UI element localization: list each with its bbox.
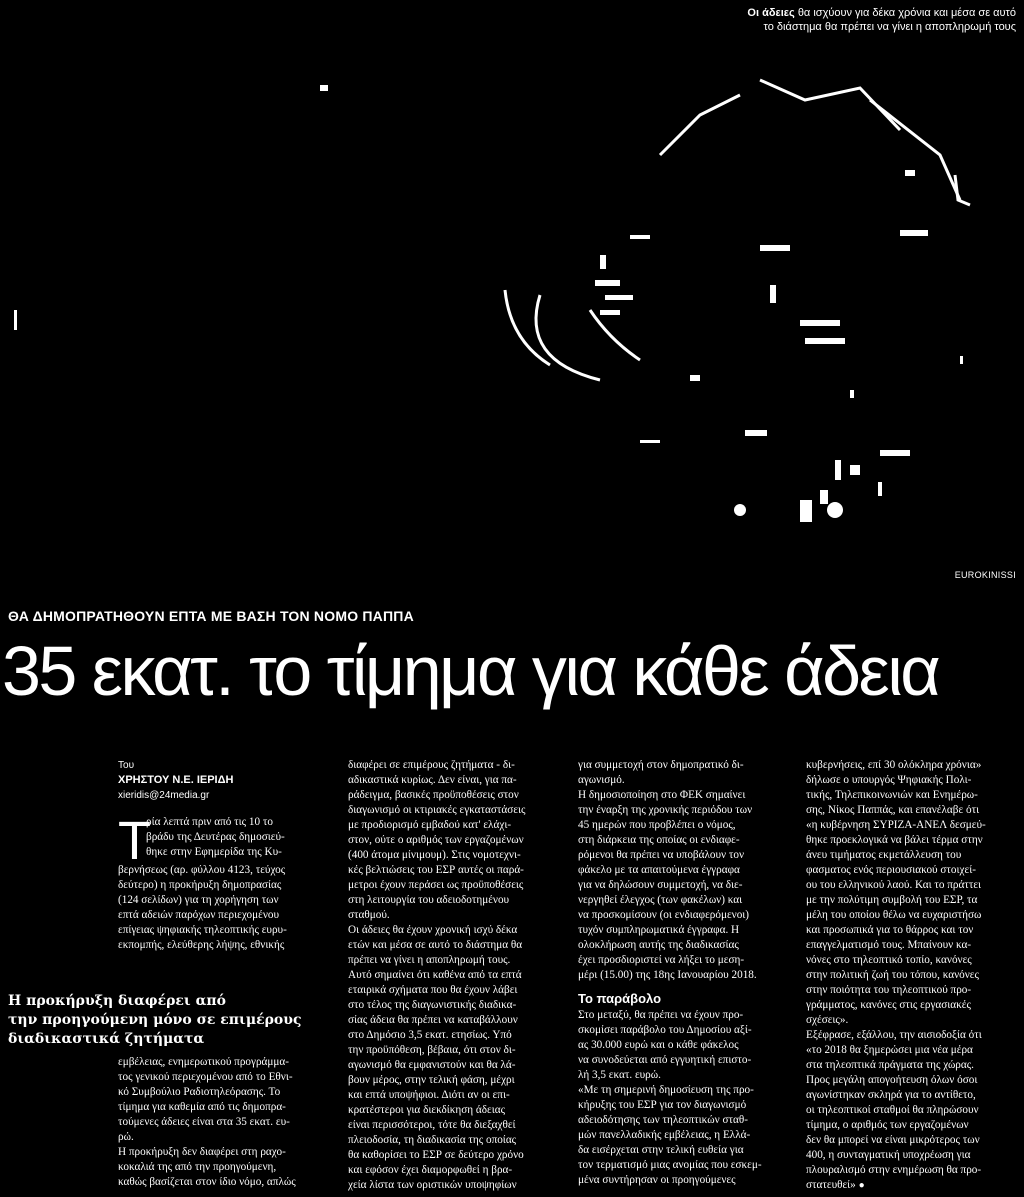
column-3-lines-after [578,1008,792,1188]
text-line: Η δημοσιοποίηση στο ΦΕΚ σημαίνει [578,789,746,801]
caption-lead: Οι άδειες [747,7,795,19]
text-line: διαγωνισμό οι κτιριακές εγκαταστάσεις [348,804,526,816]
column-4-lines [806,758,1020,1178]
text-line: μών πανελλαδικής εμβέλειας, η Ελλά- [578,1129,751,1141]
text-line: στη διάρκεια της οποίας οι ενδιαφε- [578,834,740,846]
text-line: και επτά υποψήφιοι. Διότι αν οι επι- [348,1089,510,1101]
text-line: κοκαλιά της από την προηγούμενη, [118,1161,277,1173]
text-line: ολοκλήρωση αυτής της διαδικασίας [578,939,739,951]
text-line: δήλωσε ο υπουργός Ψηφιακής Πολι- [806,774,972,786]
text-line: τικής, Τηλεπικοινωνιών και Ενημέρω- [806,789,978,801]
text-line: δεν θα μπορεί να είναι μικρότερος των [806,1134,980,1146]
text-line: μετροι έχουν περάσει ως προϋποθέσεις [348,879,524,891]
text-line: φασματος ενός περιουσιακού στοιχεί- [806,864,976,876]
text-line: κό Συμβούλιο Ραδιοτηλεόρασης. Το [118,1086,281,1098]
text-line: αδειοδότησης των τηλεοπτικών σταθ- [578,1114,748,1126]
caption-line1: θα ισχύουν για δέκα χρόνια και μέσα σε αυτό [797,7,1016,19]
text-line: τυχόν συμπληρωματικά έγγραφα. Η [578,924,740,936]
text-line: «η κυβέρνηση ΣΥΡΙΖΑ-ΑΝΕΛ δεσμεύ- [806,819,986,831]
text-line: στον, ούτε ο αριθμός των εργαζομένων [348,834,524,846]
text-line: σχέσεις». [806,1014,849,1026]
caption-line2: το διάστημα θα πρέπει να γίνει η αποπληρωμή τους [763,21,1016,33]
text-line: τίμημα, ο αριθμός των εργαζομένων [806,1119,969,1131]
pullquote-line: Η προκήρυξη διαφέρει από [8,993,226,1009]
article-column-2 [348,758,562,1193]
text-line: Στο μεταξύ, θα πρέπει να έχουν προ- [578,1009,744,1021]
headline: 35 εκατ. το τίμημα για κάθε άδεια [2,632,939,710]
text-line: κήρυξης του ΕΣΡ για τον διαγωνισμό [578,1099,747,1111]
text-line: βερνήσεως (αρ. φύλλου 4123, τεύχος [118,864,286,876]
text-line: θα καθορίσει το ΕΣΡ σε δεύτερο χρόνο [348,1149,524,1161]
text-line: «Με τη σημερινή δημοσίευση της προ- [578,1084,754,1096]
text-line: δα εισέρχεται στην τελική ευθεία για [578,1144,744,1156]
text-line: οι τηλεοπτικοί σταθμοί θα πληρώσουν [806,1104,979,1116]
text-line: τον τερματισμό μιας ανομίας που εσκεμ- [578,1159,762,1171]
text-line: κές βελτιώσεις του ΕΣΡ αυτές οι παρά- [348,864,524,876]
text-line: βουν μέρος, στην τελική φάση, μέχρι [348,1074,515,1086]
byline-prefix: Του [118,760,135,771]
photo-camera-dark [0,40,1024,585]
text-line: με προδιορισμό εμβαδού κατ' ελάχι- [348,819,512,831]
camera-silhouette-image [0,40,1024,585]
text-line: διαφέρει σε επιμέρους ζητήματα - δι- [348,759,515,771]
text-line: σίας άδεια θα πρέπει να καταβάλλουν [348,1014,518,1026]
text-line: εμβέλειας, ενημερωτικού προγράμμα- [118,1056,289,1068]
text-line: πρέπει να γίνει η αποπληρωμή τους. [348,954,511,966]
text-line: Η προκήρυξη δεν διαφέρει στη ραχο- [118,1146,286,1158]
text-line: αγωνίστηκαν σκληρά για το αντίθετο, [806,1089,976,1101]
text-line: να προσκομίσουν (οι ενδιαφερόμενοι) [578,909,750,921]
text-line: να συνοδεύεται από εγγυητική επιστο- [578,1054,752,1066]
end-mark-icon: ● [858,1180,865,1191]
text-line: Αυτό σημαίνει ότι καθένα από τα επτά [348,969,522,981]
text-line: καθώς βασίζεται στον ίδιο νόμο, απλώς [118,1176,296,1188]
column-3-lines [578,758,792,983]
text-line: αδικαστικά κυρίως. Δεν είναι, για πα- [348,774,517,786]
text-line: Προς μεγάλη απογοήτευση όλων όσοι [806,1074,978,1086]
text-line: ρώ. [118,1131,134,1143]
text-line: επαγγελματισμό τους. Μπαίνουν κα- [806,939,972,951]
article-column-4 [806,758,1020,1193]
text-line: γράμματος, κανόνες στις εργασιακές [806,999,971,1011]
text-line: εταιρικά σχήματα που θα έχουν λάβει [348,984,518,996]
text-line: στην ποιότητα του τηλεοπτικού προ- [806,984,972,996]
drop-cap: Τ [118,811,151,871]
text-line: θηκε στην Εφημερίδα της Κυ- [146,846,282,858]
text-line: ας 30.000 ευρώ και ο κάθε φάκελος [578,1039,739,1051]
article-column-3 [578,758,792,1188]
text-line: επτά αδειών παρόχων περιεχομένου [118,909,280,921]
text-line: στατευθεί» [806,1179,856,1191]
text-line: σης, Νίκος Παππάς, και επανέλαβε ότι [806,804,980,816]
text-line: σταθμού. [348,909,390,921]
photo-caption [716,6,1016,34]
text-line: αγωνισμό. [578,774,625,786]
text-line: ου του ελληνικού λαού. Και το πράττει [806,879,982,891]
text-line: αγωνισμό θα εμφανιστούν και θα λά- [348,1059,516,1071]
text-line-last [806,1178,1020,1193]
column-1-lines-after [118,1055,332,1190]
text-line: Εξέφρασε, εξάλλου, την αισιοδοξία ότι [806,1029,982,1041]
text-line: σκομίσει παράβολο του Δημοσίου αξί- [578,1024,752,1036]
text-line: ρόμενοι θα πρέπει να υποβάλουν τον [578,849,745,861]
text-line: τίμημα για καθεμία από τις δημοπρα- [118,1101,286,1113]
text-line: για συμμετοχή στον δημοπρατικό δι- [578,759,744,771]
text-line: την έναρξη της χρονικής περιόδου των [578,804,753,816]
article-column-1 [118,758,332,1190]
byline-name: ΧΡΗΣΤΟΥ Ν.Ε. ΙΕΡΙΔΗ [118,774,234,786]
text-line: νεργηθεί έλεγχος (των φακέλων) και [578,894,743,906]
text-line: τούμενες άδειες είναι στα 35 εκατ. ευ- [118,1116,290,1128]
text-line: «το 2018 θα ξημερώσει μια νέα μέρα [806,1044,973,1056]
text-line: πλουραλισμό στην ενημέρωση θα προ- [806,1164,982,1176]
column-2-lines [348,758,562,1193]
text-line: κυβερνήσεις, επί 30 ολόκληρα χρόνια» [806,759,982,771]
text-line: μέρι (15.00) της 18ης Ιανουαρίου 2018. [578,969,757,981]
photo-credit: EUROKINISSI [954,570,1016,580]
text-line: χεία λίστα των οριστικών υποψηφίων [348,1179,517,1191]
text-line: κρατέστεροι για διεκδίκηση άδειας [348,1104,506,1116]
text-line: επίγειας ψηφιακής τηλεοπτικής ευρυ- [118,924,287,936]
text-line: νόνες στο τηλεοπτικό τοπίο, κανόνες [806,954,972,966]
text-line: στην πολιτική ζωή του τόπου, κανόνες [806,969,979,981]
text-line: μέλη του οποίου θέλω να ευχαριστήσω [806,909,982,921]
text-line: ράδειγμα, βασικές προϋποθέσεις στον [348,789,519,801]
pullquote-line: την προηγούμενη μόνο σε επιμέρους [8,1012,302,1028]
subheading: Το παράβολο [578,991,662,1006]
text-line: και εφόσον έχει διαμορφωθεί η βρα- [348,1164,513,1176]
text-line: δεύτερο) η προκήρυξη δημοπρασίας [118,879,282,891]
text-line: 400, η συνταγματική υποχρέωση για [806,1149,971,1161]
text-line: φάκελο με τα απαιτούμενα έγγραφα [578,864,740,876]
text-line: βράδυ της Δευτέρας δημοσιεύ- [146,831,285,843]
text-line: στη λειτουργία του αδειοδοτημένου [348,894,510,906]
column-1-lines [118,863,332,953]
text-line: πλειοδοσία, τη διαδικασία της οποίας [348,1134,517,1146]
text-line: τος γενικού περιεχομένου από το Εθνι- [118,1071,293,1083]
text-line: (124 σελίδων) για τη χορήγηση των [118,894,279,906]
text-line: έχει προσδιοριστεί να λήξει το μεση- [578,954,745,966]
text-line: για να δηλώσουν συμμετοχή, να διε- [578,879,743,891]
text-line: Οι άδειες θα έχουν χρονική ισχύ δέκα [348,924,518,936]
text-line: άνευ τιμήματος εκμετάλλευση του [806,849,962,861]
text-line: ρία λεπτά πριν από τις 10 το [146,816,273,828]
text-line: ετών και μέσα σε αυτό το διάστημα θα [348,939,523,951]
text-line: (400 άτομα μίνιμουμ). Στις νομοτεχνι- [348,849,521,861]
pullquote-line: διαδικαστικά ζητήματα [8,1031,205,1047]
text-line: είναι περισσότεροι, τότε θα διεξαχθεί [348,1119,516,1131]
text-line: με την πολύτιμη συμβολή του ΕΣΡ, τα [806,894,978,906]
byline-email: xieridis@24media.gr [118,790,210,801]
text-line: θηκε προεκλογικά να βάλει τέρμα στην [806,834,983,846]
text-line: την προϋπόθεση, βέβαια, ότι στον δι- [348,1044,516,1056]
text-line: στο Δημόσιο 3,5 εκατ. ετησίως. Υπό [348,1029,512,1041]
text-line: στο τέλος της διαγωνιστικής διαδικα- [348,999,517,1011]
kicker: ΘΑ ΔΗΜΟΠΡΑΤΗΘΟΥΝ ΕΠΤΑ ΜΕ ΒΑΣΗ ΤΟΝ ΝΟΜΟ ΠΑΠΠΑ [8,608,414,624]
text-line: λή 3,5 εκατ. ευρώ. [578,1069,661,1081]
text-line: εκπομπής, ελεύθερης λήψης, εθνικής [118,939,285,951]
text-line: στα τηλεοπτικά πράγματα της χώρας. [806,1059,974,1071]
text-line: 45 ημερών που προβλέπει ο νόμος, [578,819,736,831]
text-line: μένα συντήρησαν οι προηγούμενες [578,1174,736,1186]
text-line: και προσωπικά για το θάρρος και τον [806,924,974,936]
